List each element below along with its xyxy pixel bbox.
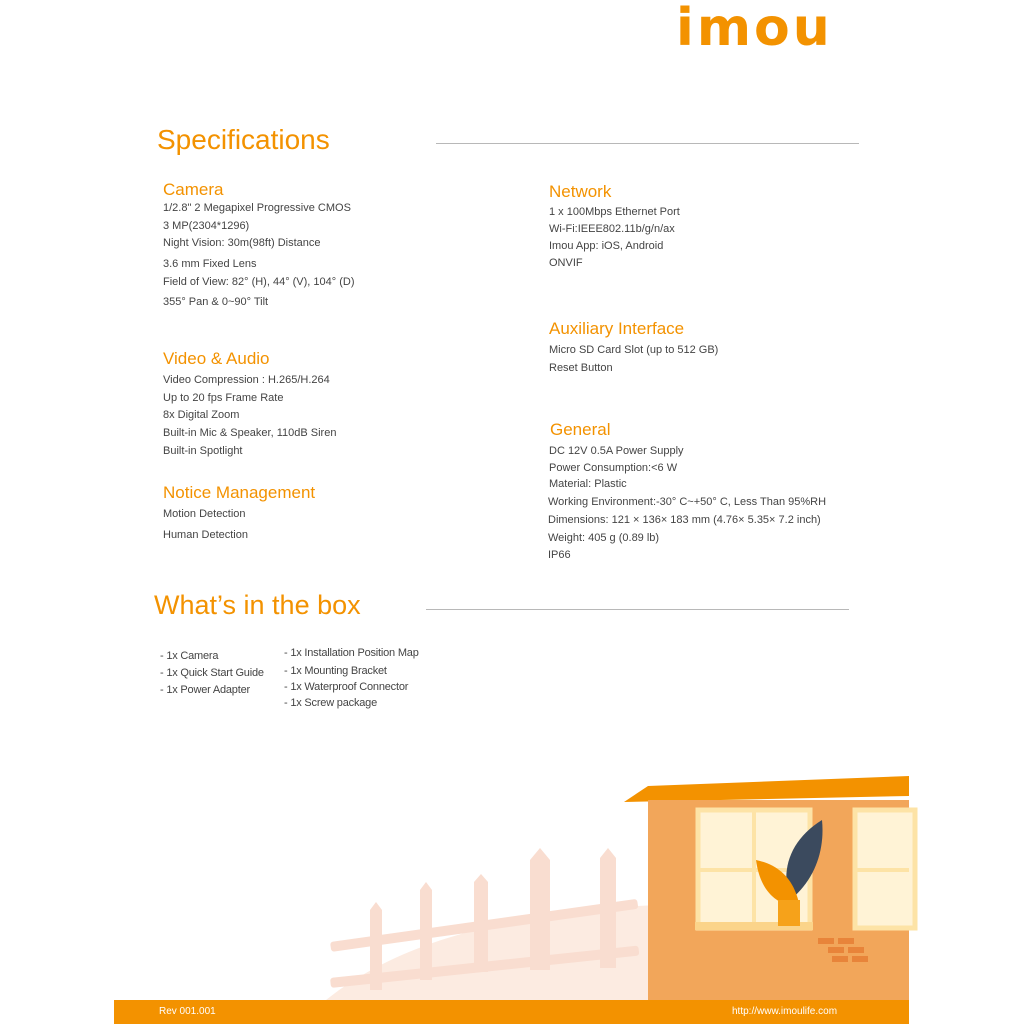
roof-shape	[624, 776, 909, 802]
spec-line: 1/2.8" 2 Megapixel Progressive CMOS	[163, 202, 351, 214]
house-illustration	[0, 760, 1024, 1005]
spec-line: 3.6 mm Fixed Lens	[163, 258, 257, 270]
spec-line: IP66	[548, 549, 571, 561]
camera-heading: Camera	[163, 180, 224, 199]
revision-label: Rev 001.001	[159, 1006, 216, 1017]
box-item: - 1x Mounting Bracket	[284, 665, 387, 677]
spec-line: Built-in Spotlight	[163, 445, 243, 457]
spec-line: Human Detection	[163, 529, 248, 541]
spec-line: Micro SD Card Slot (up to 512 GB)	[549, 344, 719, 356]
window-icon	[855, 810, 915, 928]
spec-line: Working Environment:-30° C~+50° C, Less Than 95%RH	[548, 496, 827, 508]
box-item: - 1x Installation Position Map	[284, 647, 419, 659]
box-item: - 1x Waterproof Connector	[284, 681, 409, 693]
notice-management-heading: Notice Management	[163, 483, 316, 502]
website-link[interactable]: http://www.imoulife.com	[732, 1006, 838, 1017]
spec-line: Night Vision: 30m(98ft) Distance	[163, 237, 321, 249]
spec-line: Reset Button	[549, 362, 613, 374]
box-item: - 1x Power Adapter	[160, 684, 250, 696]
spec-line: Weight: 405 g (0.89 lb)	[548, 532, 660, 544]
spec-line: 355° Pan & 0~90° Tilt	[163, 296, 269, 308]
spec-line: 1 x 100Mbps Ethernet Port	[549, 206, 680, 218]
spec-line: Wi-Fi:IEEE802.11b/g/n/ax	[549, 223, 675, 235]
spec-line: Material: Plastic	[549, 478, 627, 490]
spec-line: Up to 20 fps Frame Rate	[163, 392, 284, 404]
auxiliary-interface-heading: Auxiliary Interface	[549, 319, 685, 338]
spec-line: 3 MP(2304*1296)	[163, 220, 250, 232]
box-item: - 1x Quick Start Guide	[160, 667, 264, 679]
network-heading: Network	[549, 182, 612, 201]
whats-in-the-box-title: What’s in the box	[154, 590, 361, 620]
box-item: - 1x Screw package	[284, 697, 377, 709]
spec-line: Field of View: 82° (H), 44° (V), 104° (D)	[163, 276, 355, 288]
general-heading: General	[550, 420, 611, 439]
title-divider	[436, 143, 859, 144]
spec-line: Built-in Mic & Speaker, 110dB Siren	[163, 427, 337, 439]
spec-line: ONVIF	[549, 257, 583, 269]
box-item: - 1x Camera	[160, 650, 219, 662]
spec-line: Imou App: iOS, Android	[549, 240, 664, 252]
spec-line: Motion Detection	[163, 508, 246, 520]
box-divider	[426, 609, 849, 610]
imou-logo: imou	[676, 0, 833, 58]
specifications-title: Specifications	[157, 124, 330, 155]
spec-line: 8x Digital Zoom	[163, 409, 240, 421]
footer-bar	[114, 1000, 909, 1024]
video-audio-heading: Video & Audio	[163, 349, 270, 368]
spec-line: DC 12V 0.5A Power Supply	[549, 445, 684, 457]
spec-line: Dimensions: 121 × 136× 183 mm (4.76× 5.35× 7.2 inch)	[548, 514, 821, 526]
spec-line: Power Consumption:<6 W	[549, 462, 678, 474]
spec-line: Video Compression : H.265/H.264	[163, 374, 330, 386]
